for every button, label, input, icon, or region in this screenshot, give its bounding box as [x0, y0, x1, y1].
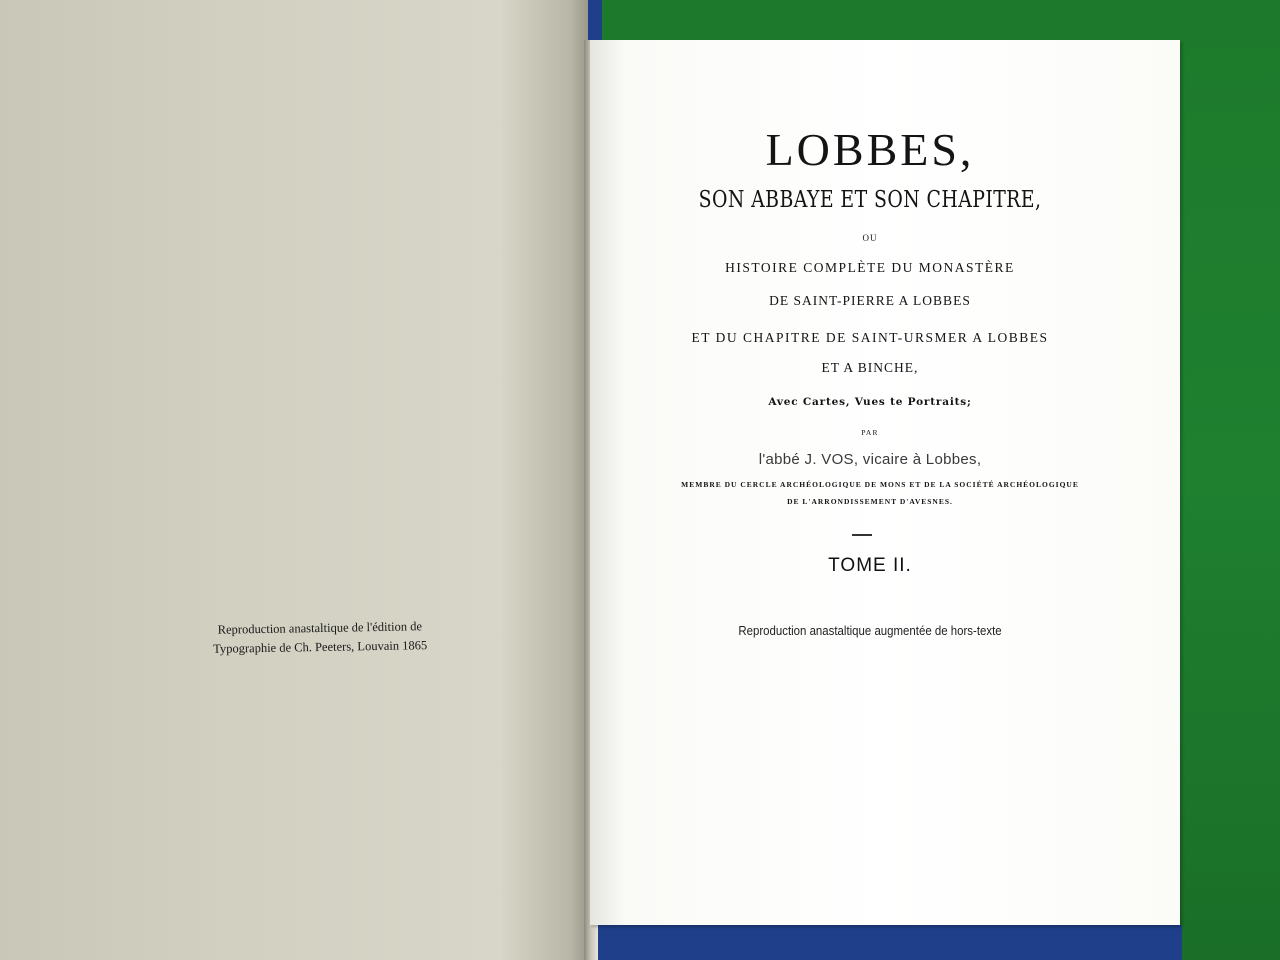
reproduction-note: Reproduction anastaltique augmentée de hors-texte	[738, 623, 1002, 638]
par-text: PAR	[861, 428, 879, 437]
membership-line1: MEMBRE DU CERCLE ARCHÉOLOGIQUE DE MONS ET DE LA SOCIÉTÉ ARCHÉOLOGIQUE	[681, 480, 1079, 489]
cover-bottom-edge	[592, 925, 1182, 960]
membership-line2: DE L'ARRONDISSEMENT D'AVESNES.	[787, 497, 953, 506]
edition-note-line2: Typographie de Ch. Peeters, Louvain 1865	[213, 638, 428, 656]
book-subtitle: SON ABBAYE ET SON CHAPITRE,	[698, 187, 1042, 213]
description-line4: ET A BINCHE,	[821, 360, 919, 375]
volume-label: TOME II.	[828, 555, 912, 576]
avec-cartes-line: Avec Cartes, Vues te Portraits;	[768, 396, 972, 408]
description-line3: ET DU CHAPITRE DE SAINT-URSMER A LOBBES	[691, 330, 1049, 345]
description-line2: DE SAINT-PIERRE A LOBBES	[769, 293, 971, 308]
description-line1: HISTOIRE COMPLÈTE DU MONASTÈRE	[725, 260, 1015, 275]
ou-text: OU	[862, 233, 878, 243]
edition-note-line1: Reproduction anastaltique de l'édition de	[217, 619, 423, 637]
divider-rule	[852, 534, 872, 536]
left-page	[0, 0, 588, 960]
book-title: LOBBES,	[765, 124, 975, 175]
author-line: l'abbé J. VOS, vicaire à Lobbes,	[758, 451, 982, 468]
edition-note	[175, 616, 466, 659]
